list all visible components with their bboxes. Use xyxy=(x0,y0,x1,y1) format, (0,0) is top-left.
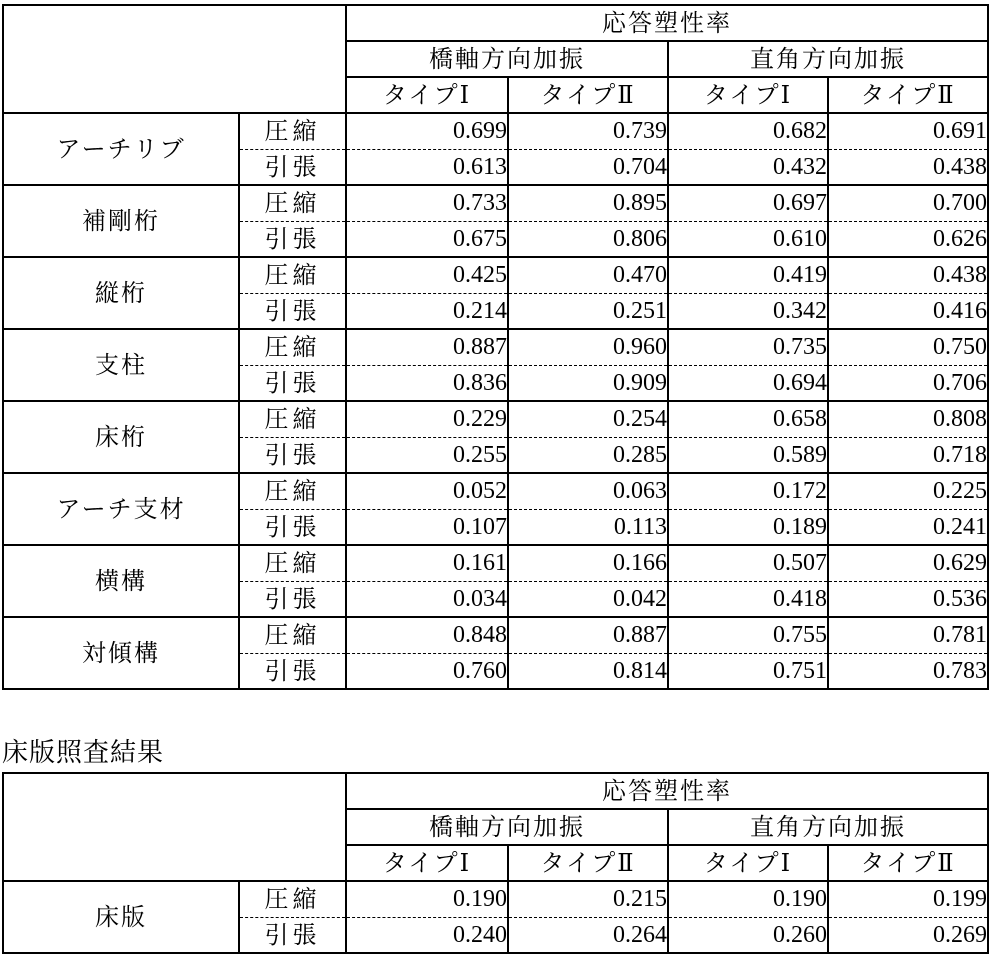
ductility-value: 0.470 xyxy=(508,257,668,293)
ductility-value: 0.750 xyxy=(828,329,988,365)
member-name: 支柱 xyxy=(3,329,239,401)
ductility-value: 0.706 xyxy=(828,365,988,401)
ductility-value: 0.240 xyxy=(346,917,508,953)
header-empty-cell xyxy=(3,773,346,881)
ductility-value: 0.166 xyxy=(508,545,668,581)
ductility-value: 0.161 xyxy=(346,545,508,581)
member-name: 床桁 xyxy=(3,401,239,473)
header-type: タイプⅡ xyxy=(828,77,988,113)
load-kind-tension: 引張 xyxy=(239,509,346,545)
ductility-value: 0.416 xyxy=(828,293,988,329)
header-type: タイプⅡ xyxy=(828,845,988,881)
ductility-value: 0.285 xyxy=(508,437,668,473)
ductility-value: 0.658 xyxy=(668,401,828,437)
ductility-value: 0.909 xyxy=(508,365,668,401)
ductility-value: 0.781 xyxy=(828,617,988,653)
ductility-value: 0.751 xyxy=(668,653,828,689)
ductility-value: 0.589 xyxy=(668,437,828,473)
member-name: 横構 xyxy=(3,545,239,617)
ductility-value: 0.699 xyxy=(346,113,508,149)
table-row xyxy=(3,473,988,509)
response-ductility-table xyxy=(2,4,989,690)
ductility-value: 0.425 xyxy=(346,257,508,293)
ductility-value: 0.960 xyxy=(508,329,668,365)
ductility-value: 0.199 xyxy=(828,881,988,917)
ductility-value: 0.189 xyxy=(668,509,828,545)
ductility-value: 0.704 xyxy=(508,149,668,185)
table-body xyxy=(3,113,988,689)
load-kind-compression: 圧縮 xyxy=(239,617,346,653)
ductility-value: 0.042 xyxy=(508,581,668,617)
load-kind-tension: 引張 xyxy=(239,437,346,473)
header-type: タイプⅠ xyxy=(668,845,828,881)
ductility-value: 0.172 xyxy=(668,473,828,509)
member-name: 対傾構 xyxy=(3,617,239,689)
ductility-value: 0.229 xyxy=(346,401,508,437)
ductility-value: 0.269 xyxy=(828,917,988,953)
ductility-value: 0.190 xyxy=(668,881,828,917)
ductility-value: 0.836 xyxy=(346,365,508,401)
table-body xyxy=(3,881,988,953)
ductility-value: 0.215 xyxy=(508,881,668,917)
ductility-value: 0.190 xyxy=(346,881,508,917)
table-row xyxy=(3,185,988,221)
member-name: 床版 xyxy=(3,881,239,953)
ductility-value: 0.536 xyxy=(828,581,988,617)
ductility-value: 0.113 xyxy=(508,509,668,545)
ductility-value: 0.814 xyxy=(508,653,668,689)
ductility-value: 0.225 xyxy=(828,473,988,509)
load-kind-tension: 引張 xyxy=(239,653,346,689)
table-row xyxy=(3,881,988,917)
deck-check-caption: 床版照査結果 xyxy=(2,738,165,768)
ductility-value: 0.691 xyxy=(828,113,988,149)
ductility-value: 0.613 xyxy=(346,149,508,185)
ductility-value: 0.783 xyxy=(828,653,988,689)
ductility-value: 0.251 xyxy=(508,293,668,329)
ductility-value: 0.418 xyxy=(668,581,828,617)
ductility-value: 0.887 xyxy=(508,617,668,653)
ductility-value: 0.755 xyxy=(668,617,828,653)
load-kind-compression: 圧縮 xyxy=(239,185,346,221)
load-kind-tension: 引張 xyxy=(239,365,346,401)
ductility-value: 0.507 xyxy=(668,545,828,581)
ductility-value: 0.808 xyxy=(828,401,988,437)
ductility-value: 0.887 xyxy=(346,329,508,365)
member-name: 補剛桁 xyxy=(3,185,239,257)
ductility-value: 0.034 xyxy=(346,581,508,617)
member-name: 縦桁 xyxy=(3,257,239,329)
load-kind-compression: 圧縮 xyxy=(239,545,346,581)
header-group: 応答塑性率 xyxy=(346,5,988,41)
ductility-value: 0.760 xyxy=(346,653,508,689)
table-row xyxy=(3,329,988,365)
ductility-value: 0.214 xyxy=(346,293,508,329)
load-kind-tension: 引張 xyxy=(239,917,346,953)
ductility-value: 0.694 xyxy=(668,365,828,401)
ductility-value: 0.610 xyxy=(668,221,828,257)
ductility-value: 0.063 xyxy=(508,473,668,509)
ductility-value: 0.260 xyxy=(668,917,828,953)
header-type: タイプⅡ xyxy=(508,845,668,881)
load-kind-tension: 引張 xyxy=(239,581,346,617)
load-kind-tension: 引張 xyxy=(239,221,346,257)
deck-check-table xyxy=(2,772,989,954)
load-kind-tension: 引張 xyxy=(239,293,346,329)
ductility-value: 0.700 xyxy=(828,185,988,221)
ductility-value: 0.895 xyxy=(508,185,668,221)
header-type: タイプⅠ xyxy=(346,845,508,881)
table-row xyxy=(3,257,988,293)
ductility-value: 0.419 xyxy=(668,257,828,293)
table-row xyxy=(3,545,988,581)
ductility-value: 0.432 xyxy=(668,149,828,185)
header-direction-perpendicular: 直角方向加振 xyxy=(668,41,988,77)
load-kind-compression: 圧縮 xyxy=(239,401,346,437)
load-kind-compression: 圧縮 xyxy=(239,473,346,509)
table-row xyxy=(3,113,988,149)
header-type: タイプⅠ xyxy=(346,77,508,113)
header-direction-bridge-axis: 橋軸方向加振 xyxy=(346,809,668,845)
header-type: タイプⅡ xyxy=(508,77,668,113)
ductility-value: 0.697 xyxy=(668,185,828,221)
ductility-value: 0.264 xyxy=(508,917,668,953)
table-row xyxy=(3,401,988,437)
ductility-value: 0.739 xyxy=(508,113,668,149)
ductility-value: 0.241 xyxy=(828,509,988,545)
ductility-value: 0.629 xyxy=(828,545,988,581)
ductility-value: 0.848 xyxy=(346,617,508,653)
ductility-value: 0.675 xyxy=(346,221,508,257)
load-kind-compression: 圧縮 xyxy=(239,329,346,365)
load-kind-compression: 圧縮 xyxy=(239,113,346,149)
ductility-value: 0.733 xyxy=(346,185,508,221)
ductility-value: 0.255 xyxy=(346,437,508,473)
ductility-value: 0.052 xyxy=(346,473,508,509)
header-type: タイプⅠ xyxy=(668,77,828,113)
load-kind-compression: 圧縮 xyxy=(239,881,346,917)
table-row xyxy=(3,617,988,653)
ductility-value: 0.718 xyxy=(828,437,988,473)
ductility-value: 0.806 xyxy=(508,221,668,257)
ductility-value: 0.438 xyxy=(828,257,988,293)
header-direction-bridge-axis: 橋軸方向加振 xyxy=(346,41,668,77)
member-name: アーチリブ xyxy=(3,113,239,185)
header-group: 応答塑性率 xyxy=(346,773,988,809)
load-kind-compression: 圧縮 xyxy=(239,257,346,293)
header-empty-cell xyxy=(3,5,346,113)
ductility-value: 0.626 xyxy=(828,221,988,257)
ductility-value: 0.107 xyxy=(346,509,508,545)
ductility-value: 0.682 xyxy=(668,113,828,149)
ductility-value: 0.342 xyxy=(668,293,828,329)
load-kind-tension: 引張 xyxy=(239,149,346,185)
ductility-value: 0.735 xyxy=(668,329,828,365)
ductility-value: 0.438 xyxy=(828,149,988,185)
header-direction-perpendicular: 直角方向加振 xyxy=(668,809,988,845)
ductility-value: 0.254 xyxy=(508,401,668,437)
member-name: アーチ支材 xyxy=(3,473,239,545)
